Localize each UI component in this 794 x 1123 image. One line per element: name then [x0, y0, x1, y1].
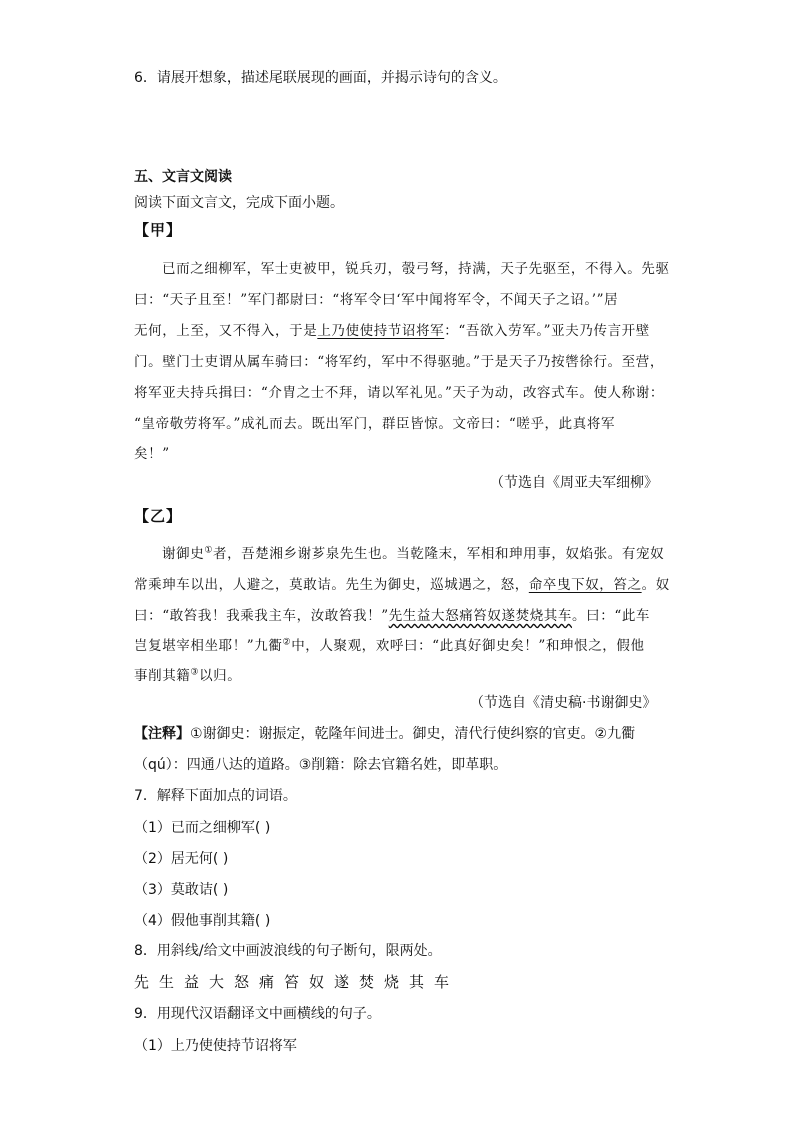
- text-run: 事削其籍: [134, 668, 191, 684]
- text-run: 者，吾楚湘乡谢芗泉先生也。当乾隆末，军相和珅用事，奴焰张。有宠奴: [212, 546, 665, 562]
- notes: [134, 723, 635, 743]
- text-run: 以归。: [199, 668, 242, 684]
- passage-line: 矣！”: [134, 446, 170, 462]
- passage-line: [134, 634, 645, 654]
- wavy-underlined-sentence: 先生益大怒痛笞奴遂焚烧其车: [388, 608, 573, 624]
- passage-yi-tag: 【乙】: [134, 507, 183, 525]
- passage-line: [134, 573, 670, 593]
- passage-jia-source: （节选自《周亚夫军细柳》: [490, 475, 658, 491]
- passage-yi-source: （节选自《清史稿·书谢御史》: [470, 695, 657, 711]
- text-run: 岂复堪宰相坐耶！”九衢: [134, 638, 283, 654]
- text-run: 常乘珅车以出，人避之，莫敢诘。先生为御史，巡城遇之，怒，: [134, 577, 529, 593]
- text-run: ：“吾欲入劳军。”亚夫乃传言开壁: [444, 323, 650, 339]
- passage-line: [162, 542, 664, 562]
- question-7-item: （1）已而之细柳军( ): [134, 820, 271, 836]
- text-run: 无何，上至，又不得入，于是: [134, 323, 318, 339]
- question-8-sentence: 先生益大怒痛笞奴遂焚烧其车: [134, 973, 460, 991]
- notes-text: ①谢御史：谢振定，乾隆年间进士。御史，清代行使纠察的官吏。②九衢: [190, 726, 636, 742]
- question-7-item: （4）假他事削其籍( ): [134, 913, 271, 929]
- passage-line: “皇帝敬劳将军。”成礼而去。既出军门，群臣皆惊。文帝曰：“嗟乎，此真将军: [134, 416, 616, 432]
- notes-label: 【注释】: [134, 726, 190, 742]
- passage-jia-tag: 【甲】: [134, 221, 183, 239]
- footnote-marker: ②: [282, 637, 292, 648]
- footnote-marker: ③: [190, 667, 200, 678]
- question-9-item: （1）上乃使使持节诏将军: [134, 1038, 297, 1054]
- notes-line: （qú）：四通八达的道路。③削籍：除去官籍名姓，即革职。: [134, 757, 508, 773]
- text-run: 中，人聚观，欢呼曰：“此真好御史矣！”和珅恨之，假他: [291, 638, 645, 654]
- text-run: 。奴: [641, 577, 670, 593]
- question-8: 8．用斜线/给文中画波浪线的句子断句，限两处。: [134, 943, 442, 959]
- text-run: 谢御史: [162, 546, 205, 562]
- passage-line: 已而之细柳军，军士吏被甲，锐兵刃，彀弓弩，持满，天子先驱至，不得入。先驱: [162, 261, 670, 277]
- question-9: 9．用现代汉语翻译文中画横线的句子。: [134, 1006, 381, 1022]
- question-7-item: （2）居无何( ): [134, 851, 229, 867]
- passage-line: 将军亚夫持兵揖曰：“介胄之士不拜，请以军礼见。”天子为动，改容式车。使人称谢：: [134, 385, 664, 401]
- text-run: 。曰：“此车: [572, 608, 651, 624]
- passage-line: 曰：“天子且至！”军门都尉曰：“将军令曰‘军中闻将军令，不闻天子之诏。’”居: [134, 292, 619, 308]
- question-7: 7．解释下面加点的词语。: [134, 788, 297, 804]
- passage-line: [134, 664, 241, 684]
- passage-line: [134, 604, 650, 624]
- underlined-sentence: 命卒曳下奴，笞之: [528, 577, 642, 593]
- section-intro: 阅读下面文言文，完成下面小题。: [134, 195, 344, 211]
- text-run: 曰：“敢笞我！我乘我主车，汝敢笞我！”: [134, 608, 389, 624]
- footnote-marker: ①: [204, 545, 213, 556]
- question-7-item: （3）莫敢诘( ): [134, 882, 229, 898]
- section-title: 五、文言文阅读: [134, 169, 232, 185]
- underlined-sentence: 上乃使使持节诏将军: [317, 323, 445, 339]
- question-6: 6．请展开想象，描述尾联展现的画面，并揭示诗句的含义。: [134, 70, 507, 86]
- passage-line: 门。壁门士吏谓从属车骑曰：“将军约，军中不得驱驰。”于是天子乃按辔徐行。至营，: [134, 354, 664, 370]
- passage-line: [134, 319, 650, 339]
